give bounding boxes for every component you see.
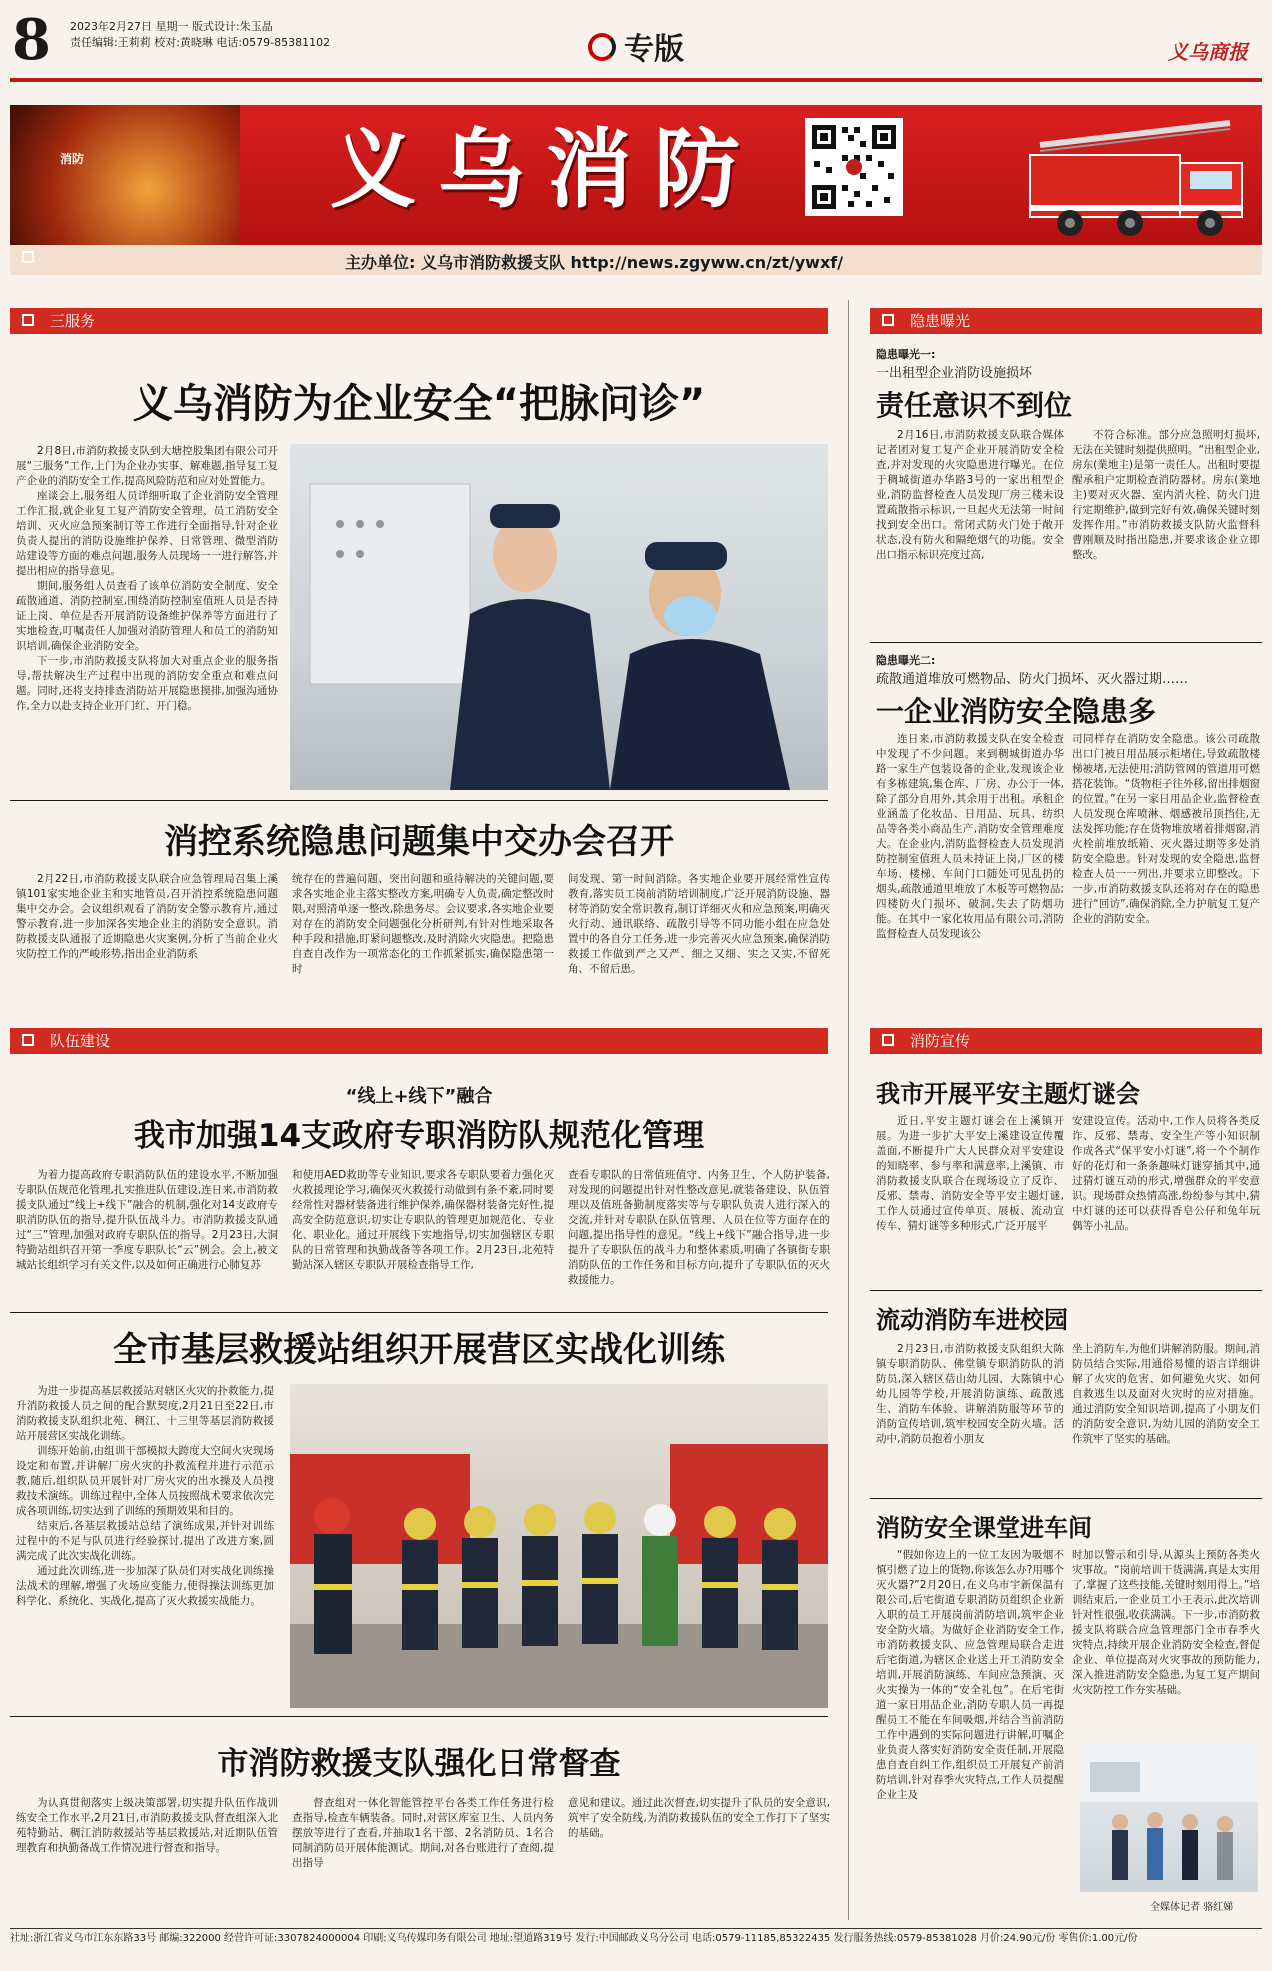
photo-credit: 全媒体记者 骆红娣: [1150, 1902, 1234, 1913]
special-edition-icon: [588, 33, 616, 61]
promo-3-photo: [1080, 1742, 1258, 1892]
article-4-title: 全市基层救援站组织开展营区实战化训练: [113, 1330, 725, 1370]
hazard-2-title: 一企业消防安全隐患多: [876, 695, 1157, 728]
fire-truck-illustration: [1000, 115, 1262, 245]
article-1-photo: [290, 444, 828, 790]
article-3-col-3: 查看专职队的日常值班值守、内务卫生、个人防护装备,对发现的问题提出针对性整改意见,就装备建设、队伍管理以及值班备勤制度落实等与专职队负责人进行深入的交流,并针对专职队在队伍管理、人员在位等方面存在的问题,提出指导性的意见。“线上+线下”融合指导,进一步提升了专职队伍的战斗力和整体素质,明确了各镇街专职消防队伍的工作任务和目标方向,提升了专职队伍的灭火救援能力。: [568, 1169, 830, 1286]
promo-2-title: 流动消防车进校园: [876, 1306, 1068, 1334]
divider-6: [870, 1498, 1262, 1499]
article-5-col-1: 为认真贯彻落实上级决策部署,切实提升队伍作战训练安全工作水平,2月21日,市消防救援支队督查组深入北苑特勤站、稠江消防救援站等基层救援站,对近期队伍管理教育和执勤备战工作情况进行督查和指导。: [16, 1797, 278, 1854]
article-5-col-3: 意见和建议。通过此次督查,切实提升了队员的安全意识,筑牢了安全防线,为消防救援队伍的安全工作打下了坚实的基础。: [568, 1797, 830, 1839]
section-label: 专版: [588, 24, 684, 68]
divider-4: [870, 642, 1262, 643]
article-3-title: 我市加强14支政府专职消防队规范化管理: [133, 1118, 705, 1154]
hazard-1-col-1: 2月16日,市消防救援支队联合媒体记者团对复工复产企业开展消防安全检查,并对发现的火灾隐患进行曝光。在位于稠城街道办华路3号的一家出租型企业,消防监督检查人员发现厂房三楼未设置疏散指示标识,一旦起火无法第一时间找到安全出口。常闭式防火门处于敞开状态,没有防火和隔绝烟气的功能。安全出口指示标识亮度过高,: [876, 429, 1064, 561]
column-divider: [848, 300, 849, 1920]
page-number: 8: [12, 7, 51, 73]
hazard-2-subtitle: 疏散通道堆放可燃物品、防火门损坏、灭火器过期……: [876, 672, 1189, 687]
section-header-promo: 消防宣传: [870, 1028, 1262, 1054]
article-4-photo: [290, 1384, 828, 1708]
paper-name: 义乌商报: [1168, 40, 1248, 64]
promo-2-col-2: 坐上消防车,为他们讲解消防服。期间,消防员结合实际,用通俗易懂的语言详细讲解了火灾的危害、如何避免火灾、如何自救逃生以及面对火灾时的应对措施。通过消防安全知识培训,提高了小朋友们的消防安全意识,为幼儿园的消防安全工作筑牢了坚实的基础。: [1072, 1343, 1260, 1445]
hazard-1-title: 责任意识不到位: [876, 389, 1073, 422]
article-4-body: 为进一步提高基层救援站对辖区火灾的扑救能力,提升消防救援人员之间的配合默契度,2月21日至22日,市消防救援支队组织北苑、稠江、十三里等基层消防救援站开展营区实战化训练。 训练开始前,由组训干部模拟大跨度大空间火灾现场设定和布置,并讲解厂房火灾的扑救流程并进行示范示教,随后,组织队员开展针对厂房火灾的出水操及人员搜救技术演练。训练过程中,全体人员按照战术要求依次完成各项训练,切实达到了训练的预期效果和目的。 结束后,各基层救援站总结了演练成果,并针对训练过程中的不足与队员进行经验探讨,提出了改进方案,圆满完成了此次实战化训练。 通过此次训练,进一步加深了队员们对实战化训练操法战术的理解,增强了火场应变能力,使得操法训练更加科学化、系统化、实战化,提高了灭火救援实战能力。: [16, 1385, 274, 1607]
hazard-2-col-1: 连日来,市消防救援支队在安全检查中发现了不少问题。来到稠城街道办华路一家生产包装设备的企业,发现该企业有多栋建筑,集仓库、厂房、办公于一体,除了部分自用外,其余用于出租。承租企业涵盖了化妆品、日用品、玩具、纺织品等各类小商品生产,消防安全管理难度大。在企业内,消防监督检查人员发现消防控制室值班人员未持证上岗,厂区的楼车场、楼梯、车间门口随处可见乱扔的烟头,疏散通道里堆放了木板等可燃物品;四楼防火门损坏、破洞,失去了防烟功能。在其中一家化妆用品有限公司,消防监督检查人员发现该公: [876, 733, 1064, 940]
hazard-1-col-2: 不符合标准。部分应急照明灯损坏,无法在关键时刻提供照明。“出租型企业,房东(業地主)是第一责任人。出租时要提醒承租户定期检查消防器材。房东(業地主)要对灭火器、室内消火栓、防火门进行定期维护,做到完好有效,确保关键时刻发挥作用。”市消防救援支队防火监督科曹刚顺及时指出隐患,并要求该企业立即整改。: [1072, 429, 1260, 561]
banner-photo-label: 消防: [60, 152, 85, 166]
banner-title: 义乌消防: [330, 119, 762, 220]
qr-code[interactable]: [805, 118, 903, 216]
hazard-2-col-2: 司同样存在消防安全隐患。该公司疏散出口门被日用品展示柜堵住,导致疏散楼梯被堵,无法使用;消防管网的管道用可燃搭花装饰。“货物柜子往外移,留出排烟窗的位置。”在另一家日用品企业,监督检查人员发现仓库喷淋、烟感被吊顶挡住,无法发挥功能;存在货物堆放堵着排烟窗,消火栓前堆放纸箱、灭火器过期等多处消防安全隐患。针对发现的安全隐患,监督检查人员一一列出,并要求立即整改。下一步,市消防救援支队还将对存在的隐患进行“回访”,确保消除,全力护航复工复产企业的消防安全。: [1072, 733, 1260, 925]
article-5-title: 市消防救援支队强化日常督查: [217, 1746, 621, 1782]
promo-3-col-2: 时加以警示和引导,从源头上预防各类火灾事故。“岗前培训干货满满,真是太实用了,掌握了这些技能,关键时刻用得上。”培训结束后,一企业员工小王表示,此次培训针对性很强,收获满满。下一步,市消防救援支队将联合应急管理部门全市春季火灾特点,持续开展企业消防安全检查,督促企业、单位提高对火灾事故的预防能力,深入推进消防安全隐患,为复工复产期间火灾防控工作夯实基础。: [1072, 1549, 1260, 1696]
divider-5: [870, 1290, 1262, 1291]
header-rule: [10, 78, 1262, 82]
date-line: 2023年2月27日 星期一 版式设计:朱玉晶: [70, 20, 273, 33]
section-header-services: 三服务: [10, 308, 828, 334]
article-2-col-2: 统存在的普遍问题、突出问题和亟待解决的关键问题,要求各实地企业主落实整改方案,明确专人负责,确定整改时限,对照清单逐一整改,除患务尽。会议要求,各实地企业要对存在的消防安全问题强化分析研判,有针对性地采取各种手段和措施,盯紧问题整改,及时消除火灾隐患。把隐患自查自改作为一项常态化的工作抓紧抓实,确保隐患第一时: [292, 873, 555, 975]
article-5-col-2: 督查组对一体化智能管控平台各类工作任务进行检查指导,检查车辆装备。同时,对营区库室卫生、人员内务摆放等进行了查看,并抽取1名干部、2名消防员、1名合同制消防员开展体能测试。期间,对各台账进行了查阅,提出指导: [292, 1797, 554, 1869]
article-1-title: 义乌消防为企业安全“把脉问诊”: [132, 381, 706, 427]
promo-1-title: 我市开展平安主题灯谜会: [876, 1080, 1140, 1108]
article-2-col-1: 2月22日,市消防救援支队联合应急管理局召集上溪镇101家实地企业主和实地管员,召开消控系统隐患问题集中交办会。会议组织观看了消防安全警示教育片,通过警示教育,进一步加深各实地企业主的消防安全意识。消防救援支队通报了近期隐患火灾案例,分析了当前企业火灾防控工作的严峻形势,指出企业消防系: [16, 873, 278, 960]
divider-1: [10, 800, 828, 801]
hazard-1-tag: 隐患曝光一:: [876, 348, 936, 361]
article-2-title: 消控系统隐患问题集中交办会召开: [164, 822, 674, 862]
host-line: 主办单位: 义乌市消防救援支队 http://news.zgyww.cn/zt/ywxf/: [345, 253, 844, 272]
promo-3-col-1: “假如你边上的一位工友因为吸烟不慎引燃了边上的货物,你该怎么办?用哪个灭火器?”2月20日,在义乌市宇新保温有限公司,后宅街道专职消防员组织企业新入职的员工开展岗前消防培训,筑牢企业安全防火墙。为做好企业消防安全工作,市消防救援支队、应急管理局联合走进后宅街道,为辖区企业送上开工消防安全培训,开展消防演练、车间应急预演、灭火实操为一体的“安全礼包”。在后宅街道一家日用品企业,消防专职人员一再提醒员工不能在车间吸烟,并结合当前消防工作中遇到的实际问题进行讲解,叮嘱企业负责人落实好消防安全责任制,开展隐患自查自纠工作,组织员工开展复产前消防培训,针对春季火灾特点,工作人员提醒企业主及: [876, 1549, 1064, 1801]
promo-1-col-1: 近日,平安主题灯谜会在上溪镇开展。为进一步扩大平安上溪建设宣传覆盖面,不断提升广大人民群众对平安建设的知晓率、参与率和满意率,上溪镇、市消防救援支队联合在现场设立了反诈、反邪、禁毒、消防安全等平安主题灯谜,工作人员通过宣传单页、展板、流动宣传车、猜灯谜等多种形式,广泛开展平: [876, 1115, 1064, 1232]
article-3-kicker: “线上+线下”融合: [345, 1086, 493, 1107]
hazard-1-subtitle: 一出租型企业消防设施损坏: [876, 366, 1033, 381]
promo-3-title: 消防安全课堂进车间: [876, 1514, 1092, 1542]
banner-photo: [10, 105, 240, 245]
article-1-body: 2月8日,市消防救援支队到大塘控股集团有限公司开展“三服务”工作,上门为企业办实事、解难题,指导复工复产企业的消防安全工作,提高风险防范和应对处置能力。 座谈会上,服务组人员详细听取了企业消防安全管理工作汇报,就企业复工复产消防安全管理、员工消防安全培训、灭火应急预案制订等工作进行全面指导,针对企业负责人提出的消防设施维护保养、日常管理、微型消防站建设等方面的难点问题,服务人员现场一一进行解答,并提出相应的指导意见。 期间,服务组人员查看了该单位消防安全制度、安全疏散通道、消防控制室,围绕消防控制室值班人员是否持证上岗、单位是否开展消防设备维护保养等方面进行了实地检查,叮嘱责任人加强对消防管理人和员工的消防知识培训,确保企业消防安全。 下一步,市消防救援支队将加大对重点企业的服务指导,帮扶解决生产过程中出现的消防安全重点和难点问题。同时,还将支持排查消防站开展隐患摸排,加强沟通协作,全力以赴支持企业开门红、开门稳。: [16, 445, 278, 712]
editor-line: 责任编辑:王莉莉 校对:黄晓琳 电话:0579-85381102: [70, 36, 331, 49]
article-2-col-3: 间发现、第一时间消除。各实地企业要开展经常性宣传教育,落实员工岗前消防培训制度,广泛开展消防设施、器材等消防安全常识教育,制订详细灭火和应急预案,明确灭火行动、通讯联络、疏散引导等不同功能小组在应急处置中的各自分工任务,进一步完善灭火应急预案,确保消防救援工作做到严之又严、细之又细、实之又实,不留死角、不留后患。: [568, 873, 830, 975]
article-3-col-2: 和使用AED救助等专业知识,要求各专职队要着力强化灭火救援理论学习,确保灭火救援行动做到有条不紊,同时要经常性对器材装备进行维护保养,确保器材装备完好性,提高安全防范意识,切实让专职队的管理更加规范化、专业化、职业化。通过开展线下实地指导,切实加强辖区专职队的日常管理和执勤战备等各项工作。2月23日,北苑特勤站深入辖区专职队开展检查指导工作,: [292, 1169, 554, 1271]
footer-info: 社址:浙江省义乌市江东东路33号 邮编:322000 经营许可证:3307824000004 印刷:义乌传媒印务有限公司 地址:望道路319号 发行:中国邮政义乌分公司 电话:0579-11185,85322435 发行服务热线:0579-85381028 月价:24.90元/份 零售价:1.00元/份: [10, 1928, 1262, 1949]
divider-3: [10, 1716, 828, 1717]
section-header-hazard: 隐患曝光: [870, 308, 1262, 334]
promo-1-col-2: 安建设宣传。活动中,工作人员将各类反诈、反邪、禁毒、安全生产等小知识制作成各式“保平安小灯谜”,将一个个制作好的花灯和一条条趣味灯谜穿插其中,通过猜灯谜互动的形式,增强群众的平安意识。现场群众热情高涨,纷纷参与其中,猜中灯谜的还可以获得香皂公仔和兔年玩偶等小礼品。: [1072, 1115, 1260, 1232]
hazard-2-tag: 隐患曝光二:: [876, 654, 936, 667]
divider-2: [10, 1312, 828, 1313]
article-3-col-1: 为着力提高政府专职消防队伍的建设水平,不断加强专职队伍规范化管理,扎实推进队伍建设,连日来,市消防救援支队通过“线上+线下”融合的机制,强化对14支政府专职消防队伍的指导,提升队伍战斗力。市消防救援支队通过“三”管理,加强对政府专职队伍的指导。2月23日,大洞特勤站组织召开第一季度专职队长“云”例会。会上,被文城站长组织学习有关文件,以及如何正确进行心肺复苏: [16, 1169, 279, 1271]
section-header-team: 队伍建设: [10, 1028, 828, 1054]
promo-2-col-1: 2月23日,市消防救援支队组织大陈镇专职消防队、佛堂镇专职消防队的消防员,深入辖区蓓山幼儿园、大陈镇中心幼儿园等学校,开展消防演练、疏散逃生、消防车体验、讲解消防服等环节的消防宣传培训,筑牢校园安全防火墙。活动中,消防员抱着小朋友: [876, 1343, 1064, 1445]
